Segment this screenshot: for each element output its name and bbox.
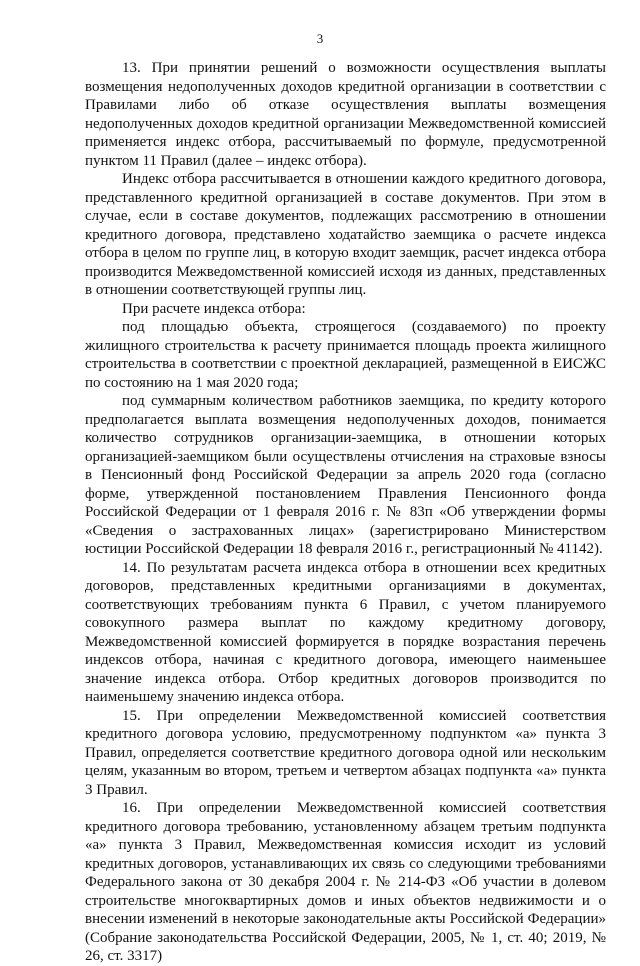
page-number: 3: [316, 31, 324, 46]
paragraph-index-calculation-intro: При расчете индекса отбора:: [122, 300, 306, 317]
paragraph-14: 14. По результатам расчета индекса отбора в отношении всех кредитных договоров, представленных кредитными организациями в документах, соответствующих требованиям пункта 6 Правил, с учетом планируемого совокупного размера выплат по каждому кредитному договору, Межведомственной комиссией формируется в порядке возрастания перечень индексов отбора, начиная с кредитного договора, имеющего наименьшее значение индекса отбора. Отбор кредитных договоров производится по наименьшему значению индекса отбора.: [85, 559, 606, 705]
paragraph-13: 13. При принятии решений о возможности осуществления выплаты возмещения недополученных доходов кредитной организации в соответствии с Правилами либо об отказе осуществления выплаты возмещения недополученных доходов кредитной организации Межведомственной комиссией применяется индекс отбора, рассчитываемый по формуле, предусмотренной пунктом 11 Правил (далее – индекс отбора).: [85, 60, 606, 169]
paragraph-object-area: под площадью объекта, строящегося (создаваемого) по проекту жилищного строительства к расчету принимается площадь проекта жилищного строительства в соответствии с проектной декларацией, размещенной в ЕИСЖС по состоянию на 1 мая 2020 года;: [85, 319, 606, 391]
document-body: [85, 59, 606, 966]
paragraph-employee-count: под суммарным количеством работников заемщика, по кредиту которого предполагается выплата возмещения недополученных доходов, понимается количество сотрудников организации-заемщика, в отношении которых организацией-заемщиком были осуществлены отчисления на страховые взносы в Пенсионный фонд Российской Федерации за апрель 2020 года (согласно форме, утвержденной постановлением Правления Пенсионного фонда Российской Федерации от 1 февраля 2016 г. № 83п «Об утверждении формы «Сведения о застрахованных лицах» (зарегистрировано Министерством юстиции Российской Федерации 18 февраля 2016 г., регистрационный № 41142).: [85, 393, 606, 557]
paragraph-16: 16. При определении Межведомственной комиссией соответствия кредитного договора требованию, установленному абзацем третьим подпункта «а» пункта 3 Правил, Межведомственная комиссия исходит из условий кредитных договоров, устанавливающих их связь со следующими требованиями Федерального закона от 30 декабря 2004 г. № 214-ФЗ «Об участии в долевом строительстве многоквартирных домов и иных объектов недвижимости и о внесении изменений в некоторые законодательные акты Российской Федерации» (Собрание законодательства Российской Федерации, 2005, № 1, ст. 40; 2019, № 26, ст. 3317): [85, 800, 606, 964]
paragraph-15: 15. При определении Межведомственной комиссией соответствия кредитного договора условию, предусмотренному подпунктом «а» пункта 3 Правил, определяется соответствие кредитного договора одной или нескольким целям, указанным во втором, третьем и четвертом абзацах подпункта «а» пункта 3 Правил.: [85, 707, 606, 798]
paragraph-selection-index: Индекс отбора рассчитывается в отношении каждого кредитного договора, представленного кредитной организацией в составе документов. При этом в случае, если в составе документов, подлежащих рассмотрению в отношении кредитного договора, представлено ходатайство заемщика о расчете индекса отбора в целом по группе лиц, в которую входит заемщик, расчет индекса отбора производится Межведомственной комиссией исходя из данных, представленных в отношении соответствующей группы лиц.: [85, 171, 606, 298]
